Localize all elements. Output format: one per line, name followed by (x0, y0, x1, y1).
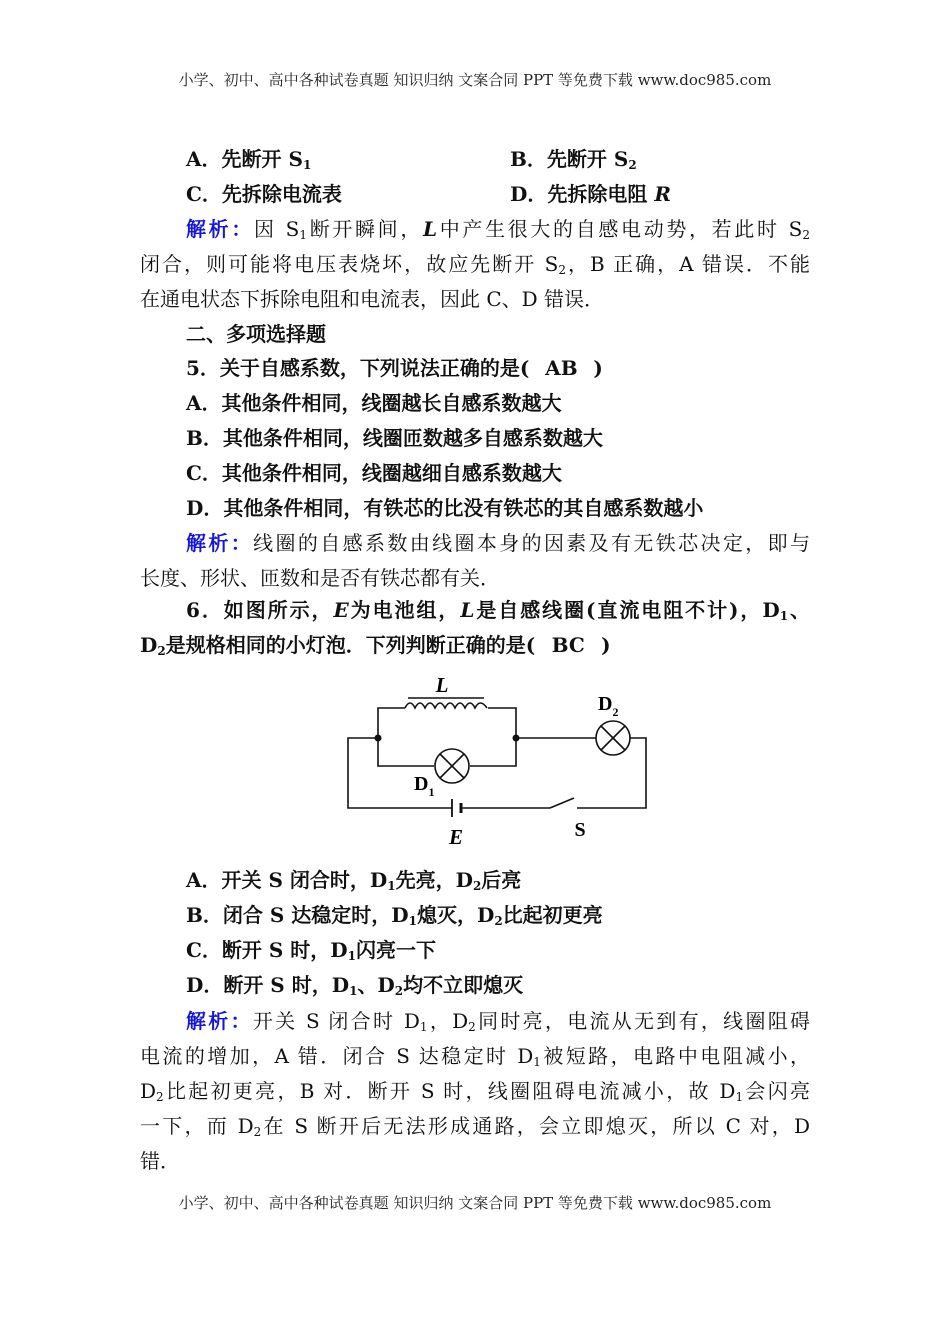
wire-parallel-bottom-right (470, 738, 516, 766)
q5-analysis-line-1: 解析：线圈的自感系数由线圈本身的因素及有无铁芯决定，即与 (186, 531, 811, 555)
q6-analysis-line-3: $D_2$比起初更亮，B 对．断开 S 时，线圈阻碍电流减小，故 $D_1$会闪亮 (140, 1079, 810, 1104)
q5-analysis-line-2: 长度、形状、匝数和是否有铁芯都有关． (140, 566, 500, 590)
q4-analysis-line-2: 闭合，则可能将电压表烧坏，故应先断开 $S_2$，B 正确，A 错误．不能 (140, 252, 811, 277)
section-title: 二、多项选择题 (186, 322, 326, 346)
switch-blade (550, 798, 574, 808)
q4-analysis-line-3: 在通电状态下拆除电阻和电流表，因此 C、D 错误． (140, 287, 605, 311)
label-d2: $D_2$ (598, 693, 619, 719)
wire-parallel-bottom-left (378, 738, 434, 766)
label-d1: $D_1$ (414, 773, 435, 799)
q5-option-b: B．其他条件相同，线圈匝数越多自感系数越大 (186, 426, 603, 450)
q6-answer: BC (551, 633, 585, 657)
junction-left (375, 735, 382, 742)
q6-option-a: A．开关 S 闭合时，$D_1$先亮，$D_2$后亮 (186, 868, 522, 893)
q6-analysis-line-4: 一下，而 $D_2$在 S 断开后无法形成通路，会立即熄灭，所以 C 对，D (140, 1114, 810, 1139)
q6-analysis-line-2: 电流的增加，A 错．闭合 S 达稳定时 $D_1$被短路，电路中电阻减小， (140, 1044, 811, 1069)
q6-option-c: C．断开 S 时，$D_1$闪亮一下 (186, 938, 436, 963)
wire-parallel-left (378, 708, 405, 738)
page-footer: 小学、初中、高中各种试卷真题 知识归纳 文案合同 PPT 等免费下载 www.doc985.com (178, 1194, 772, 1212)
junction-right (513, 735, 520, 742)
q6-analysis-line-5: 错． (140, 1149, 180, 1173)
analysis-label: 解析： (186, 531, 254, 555)
q5-option-a: A．其他条件相同，线圈越长自感系数越大 (186, 391, 562, 415)
q6-stem-line-1: 6．如图所示，E为电池组，L是自感线圈(直流电阻不计)，$D_1$、 (186, 598, 811, 623)
label-s: S (574, 819, 586, 841)
wire-right (577, 738, 646, 808)
q6-analysis-line-1: 解析：开关 S 闭合时 $D_1$，$D_2$同时亮，电流从无到有，线圈阻碍 (186, 1009, 811, 1034)
analysis-label: 解析： (186, 1009, 253, 1033)
q6-option-d: D．断开 S 时，$D_1$、$D_2$均不立即熄灭 (186, 973, 524, 998)
q5-option-c: C．其他条件相同，线圈越细自感系数越大 (186, 461, 562, 485)
q5-option-d: D．其他条件相同，有铁芯的比没有铁芯的其自感系数越小 (186, 496, 704, 520)
q4-option-b: B．先断开 $S_2$ (510, 147, 637, 172)
label-l: L (435, 673, 449, 697)
q5-answer: AB (545, 356, 578, 380)
q4-analysis-line-1: 解析：因 $S_1$断开瞬间，L中产生很大的自感电动势，若此时 $S_2$ (186, 217, 811, 242)
q5-stem: 5．关于自感系数，下列说法正确的是( AB ) (186, 356, 603, 380)
q4-option-d: D．先拆除电阻 R (510, 182, 671, 206)
q6-stem-line-2: $D_2$是规格相同的小灯泡．下列判断正确的是( BC ) (140, 633, 611, 658)
label-e: E (448, 825, 464, 849)
page-header: 小学、初中、高中各种试卷真题 知识归纳 文案合同 PPT 等免费下载 www.doc985.com (178, 71, 772, 89)
circuit-diagram (330, 668, 650, 858)
q6-option-b: B．闭合 S 达稳定时，$D_1$熄灭，$D_2$比起初更亮 (186, 903, 603, 928)
q4-option-a: A．先断开 $S_1$ (186, 147, 312, 172)
q4-option-c: C．先拆除电流表 (186, 182, 342, 206)
wire-parallel-right (488, 708, 516, 738)
analysis-label: 解析： (186, 217, 254, 241)
inductor-coil (405, 703, 487, 708)
